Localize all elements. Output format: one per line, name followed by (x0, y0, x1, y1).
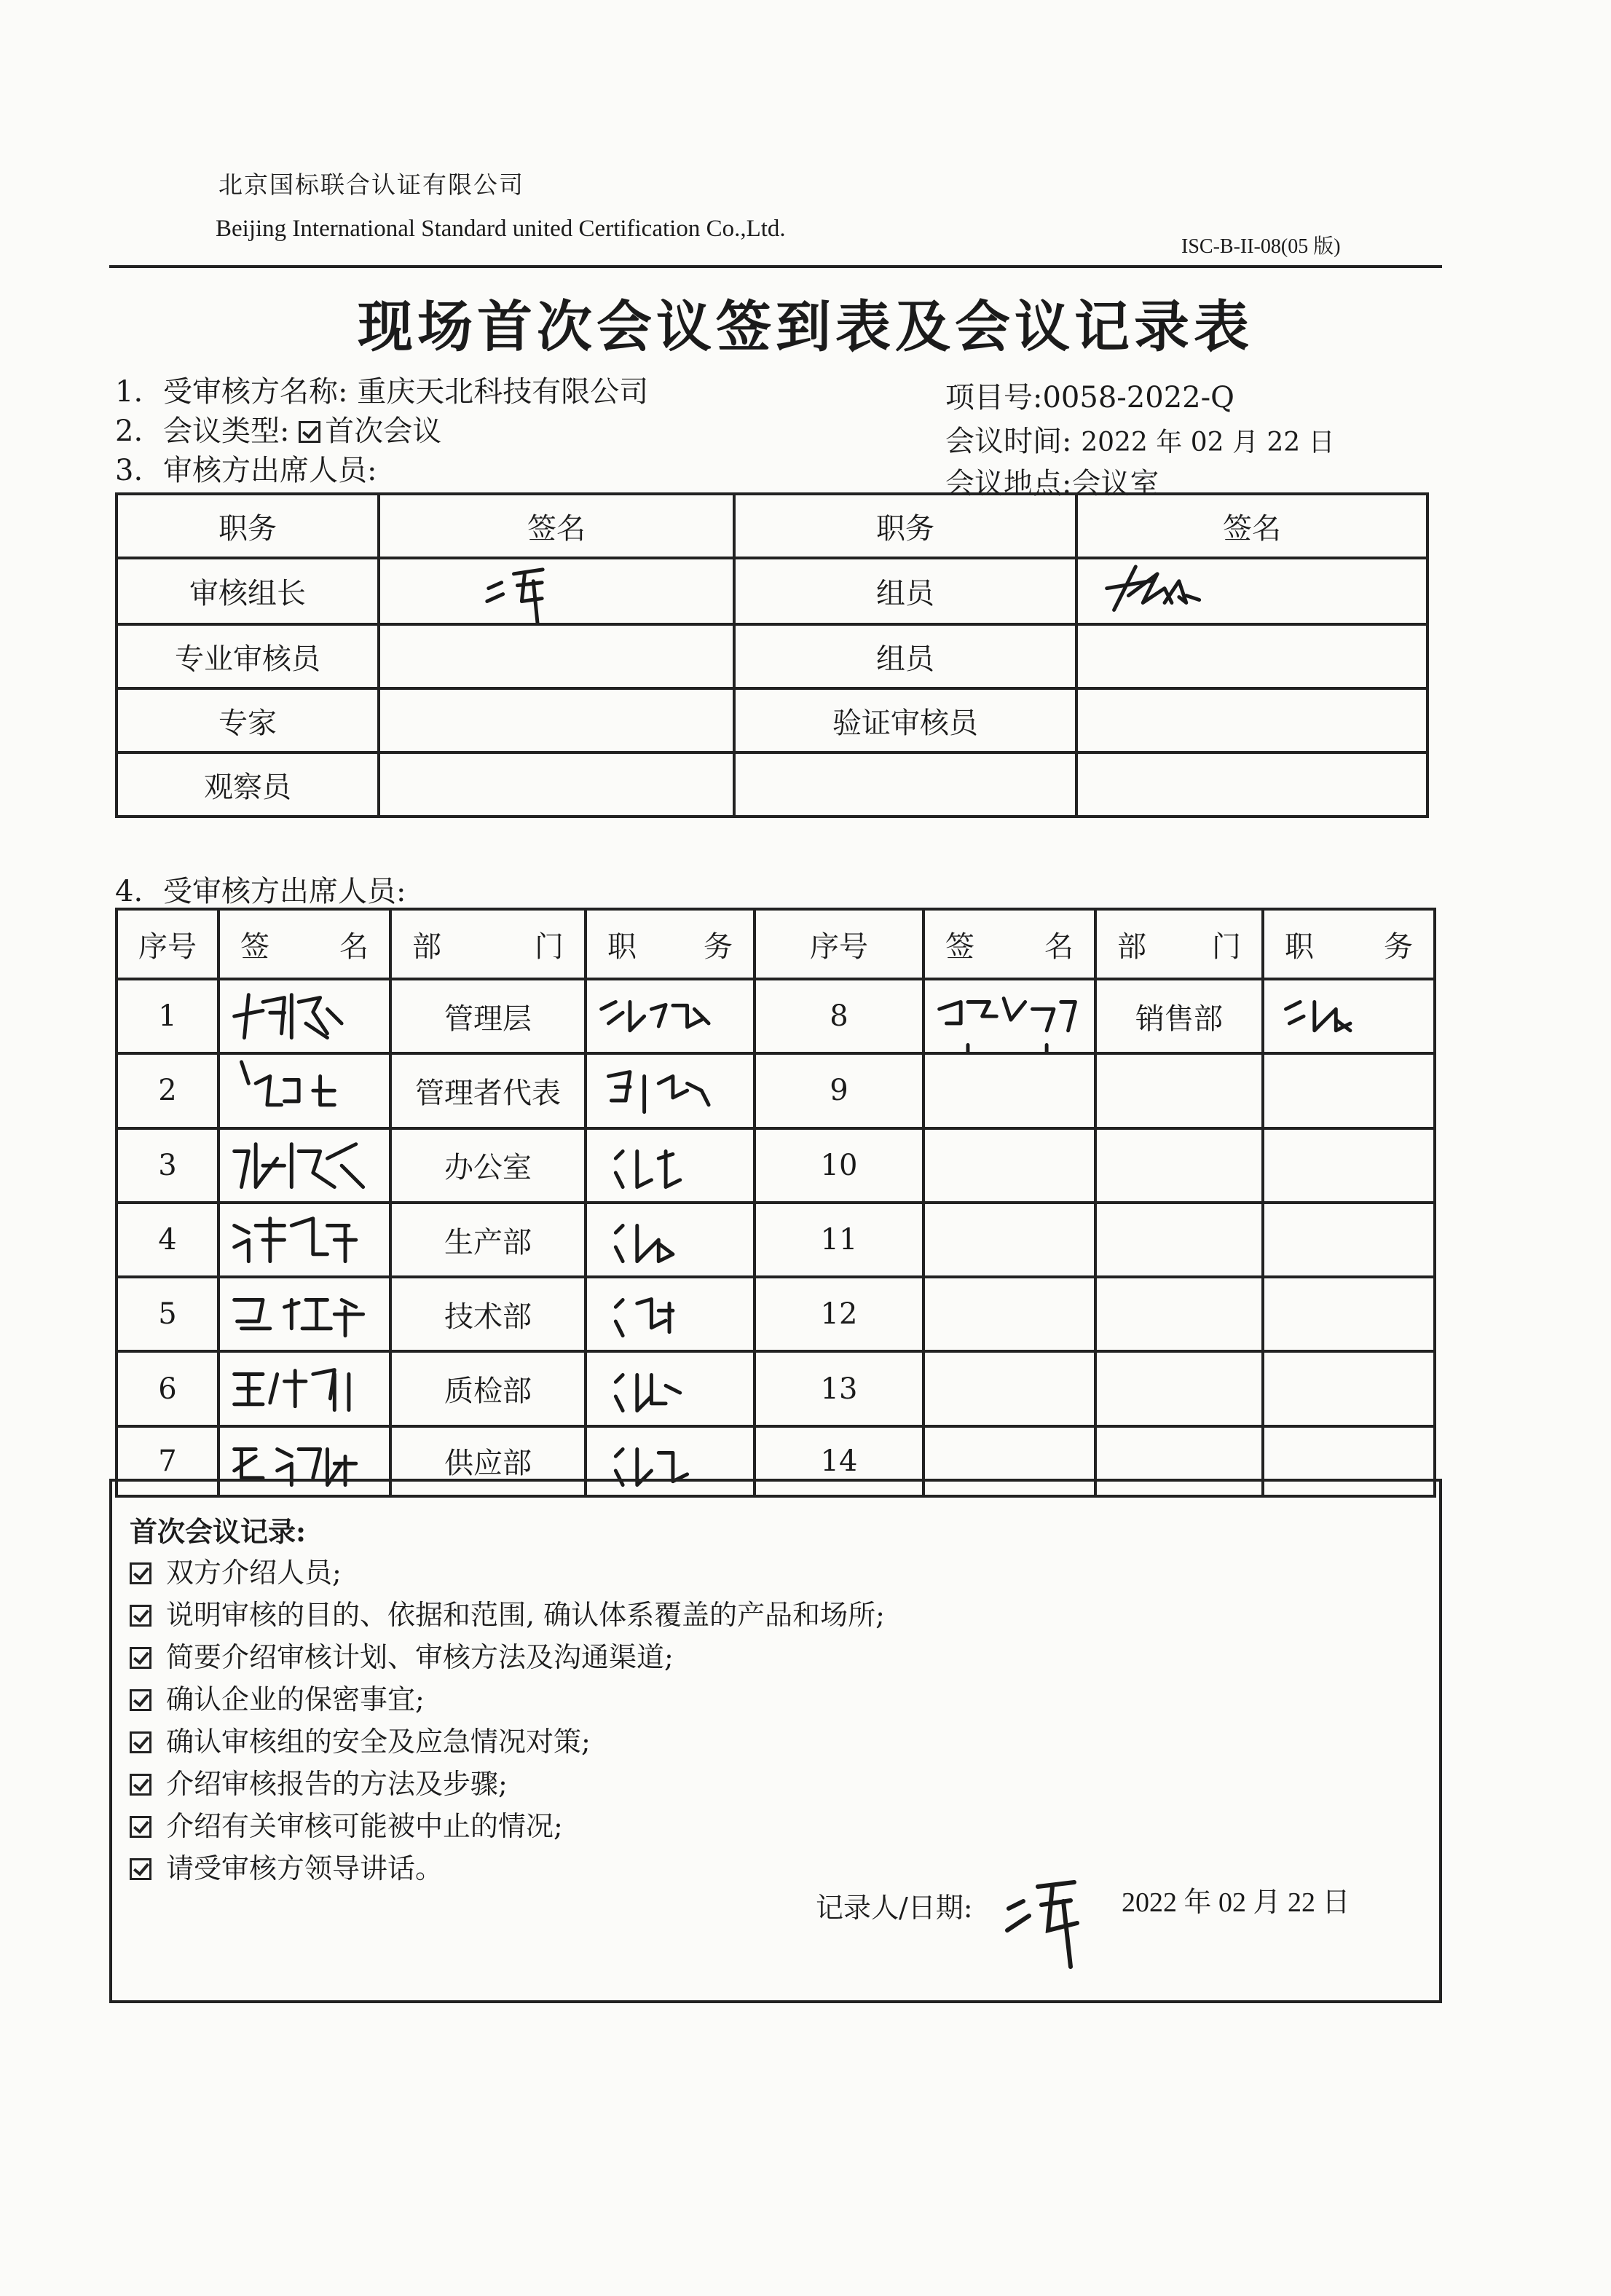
header-cell (1095, 909, 1263, 979)
signature-cell (1076, 624, 1427, 688)
header-char: 务 (1384, 929, 1413, 964)
position-cell (586, 1203, 755, 1277)
project-number-label: 项目号: (945, 381, 1043, 414)
role-cell: 观察员 (117, 752, 379, 817)
role-cell: 专家 (117, 688, 379, 752)
header-cell (218, 909, 390, 979)
signature-cell (379, 624, 734, 688)
table-row (117, 1277, 1435, 1351)
row-number: 10 (755, 1128, 923, 1203)
signature-cell (1076, 558, 1427, 624)
record-item (130, 1592, 885, 1632)
auditor-attendees-label: 审核方出席人员: (163, 454, 377, 487)
header-char: 部 (412, 929, 441, 964)
department-cell (1095, 1277, 1263, 1351)
row-number: 2 (117, 1053, 218, 1128)
checked-checkbox-icon (130, 1731, 151, 1753)
row-number: 5 (117, 1277, 218, 1351)
recorder-signature (994, 1865, 1103, 1974)
table-row (117, 752, 1427, 817)
row-number: 11 (755, 1203, 923, 1277)
department-cell (1095, 1351, 1263, 1426)
table-row (117, 1128, 1435, 1203)
table-row (117, 688, 1427, 752)
header-cell: 签名 (1076, 494, 1427, 558)
row-number: 6 (117, 1351, 218, 1426)
record-item (130, 1804, 563, 1844)
record-date: 2022 年 02 月 22 日 (1122, 1887, 1350, 1918)
department-cell: 技术部 (390, 1277, 586, 1351)
department-cell: 供应部 (390, 1426, 586, 1496)
position-cell (586, 1128, 755, 1203)
handwritten-signature (220, 1130, 389, 1201)
header-cell (390, 909, 586, 979)
role-cell: 组员 (734, 558, 1076, 624)
position-cell (1263, 1351, 1435, 1426)
header-char: 职 (607, 929, 637, 964)
handwritten-signature (1264, 980, 1433, 1052)
handwritten-signature (220, 980, 389, 1052)
handwritten-signature (220, 1204, 389, 1275)
row-number: 14 (755, 1426, 923, 1496)
department-cell: 管理者代表 (390, 1053, 586, 1128)
header-cell (586, 909, 755, 979)
record-item-text: 介绍有关审核可能被中止的情况; (166, 1810, 563, 1842)
signature-cell (379, 688, 734, 752)
header-cell (923, 909, 1095, 979)
meeting-location-label: 会议地点: (945, 467, 1072, 500)
position-cell (586, 1053, 755, 1128)
handwritten-signature (587, 980, 753, 1052)
header-cell: 序号 (755, 909, 923, 979)
row-number: 4 (117, 1203, 218, 1277)
recorder-label: 记录人/日期: (816, 1892, 973, 1924)
department-cell: 办公室 (390, 1128, 586, 1203)
auditee-name-label: 受审核方名称: (163, 375, 348, 409)
header-char: 务 (704, 929, 733, 964)
auditor-attendees-line (115, 447, 377, 489)
header-char: 签 (945, 929, 974, 964)
meeting-time-value: 2022 年 02 月 22 日 (1081, 428, 1335, 457)
role-cell: 审核组长 (117, 558, 379, 624)
meeting-type-line (115, 408, 441, 449)
form-code: ISC-B-II-08(05 版) (1181, 235, 1341, 258)
meeting-location-value: 会议室 (1071, 467, 1159, 500)
handwritten-signature (220, 1353, 389, 1424)
table-row (117, 1351, 1435, 1426)
checked-checkbox-icon (130, 1816, 151, 1838)
header-char: 门 (1212, 929, 1241, 964)
position-cell (586, 1351, 755, 1426)
position-cell (1263, 1203, 1435, 1277)
position-cell (1263, 1128, 1435, 1203)
position-cell (1263, 1277, 1435, 1351)
auditee-attendance-table (115, 908, 1436, 1498)
signature-cell (218, 1128, 390, 1203)
signature-cell (923, 1203, 1095, 1277)
department-cell (1095, 1053, 1263, 1128)
header-cell: 签名 (379, 494, 734, 558)
header-char: 门 (535, 929, 564, 964)
record-item (130, 1761, 508, 1801)
signature-cell (923, 1128, 1095, 1203)
row-number: 12 (755, 1277, 923, 1351)
header-char: 职 (1285, 929, 1314, 964)
signature-cell (379, 752, 734, 817)
table-row (117, 558, 1427, 624)
checked-checkbox-icon (130, 1858, 151, 1880)
signature-cell (1076, 752, 1427, 817)
meeting-time-line (945, 418, 1335, 460)
checked-checkbox-icon (130, 1774, 151, 1796)
record-item-text: 介绍审核报告的方法及步骤; (166, 1768, 508, 1800)
header-char: 名 (1044, 929, 1074, 964)
signature-cell (218, 1351, 390, 1426)
auditee-name-value: 重庆天北科技有限公司 (357, 375, 649, 409)
handwritten-signature (587, 1278, 753, 1350)
item-number: 2. (115, 414, 143, 448)
signature-cell (1076, 688, 1427, 752)
table-header-row (117, 494, 1427, 558)
company-name-en: Beijing International Standard united Certification Co.,Ltd. (216, 216, 786, 242)
item-number: 3. (115, 454, 143, 487)
signature-cell (379, 558, 734, 624)
header-char: 部 (1117, 929, 1146, 964)
position-cell (1263, 979, 1435, 1053)
checked-checkbox-icon (130, 1647, 151, 1669)
handwritten-signature (220, 1278, 389, 1350)
record-item (130, 1719, 591, 1759)
meeting-type-value: 首次会议 (325, 414, 442, 448)
row-number: 9 (755, 1053, 923, 1128)
department-cell: 管理层 (390, 979, 586, 1053)
record-item-text: 请受审核方领导讲话。 (166, 1852, 444, 1884)
handwritten-signature (587, 1353, 753, 1425)
signature-cell (923, 1277, 1095, 1351)
row-number: 1 (117, 979, 218, 1053)
signature-cell (923, 1351, 1095, 1426)
row-number: 3 (117, 1128, 218, 1203)
table-row (117, 1203, 1435, 1277)
record-item (130, 1677, 425, 1717)
table-row (117, 1053, 1435, 1128)
table-row (117, 624, 1427, 688)
project-number-value: 0058-2022-Q (1042, 381, 1234, 414)
auditee-attendees-label: 受审核方出席人员: (163, 875, 406, 908)
handwritten-signature (925, 980, 1094, 1052)
project-number-line (945, 374, 1234, 416)
checked-checkbox-icon (130, 1605, 151, 1627)
header-cell (1263, 909, 1435, 979)
item-number: 4. (115, 875, 143, 908)
department-cell: 质检部 (390, 1351, 586, 1426)
signature-cell (218, 1277, 390, 1351)
checked-checkbox-icon (130, 1562, 151, 1584)
auditee-name-line (115, 369, 648, 410)
role-cell: 专业审核员 (117, 624, 379, 688)
company-name-cn: 北京国标联合认证有限公司 (218, 170, 524, 199)
handwritten-signature (587, 1130, 753, 1201)
auditee-attendees-line (115, 868, 406, 910)
signature-cell (923, 1053, 1095, 1128)
signature-cell (218, 979, 390, 1053)
table-header-row (117, 909, 1435, 979)
item-number: 1. (115, 375, 143, 409)
position-cell (586, 979, 755, 1053)
record-item-text: 确认企业的保密事宜; (166, 1683, 425, 1715)
signature-cell (218, 1053, 390, 1128)
department-cell: 销售部 (1095, 979, 1263, 1053)
header-char: 签 (240, 929, 269, 964)
auditor-attendance-table (115, 492, 1429, 818)
header-cell: 序号 (117, 909, 218, 979)
position-cell (586, 1277, 755, 1351)
handwritten-signature (380, 559, 733, 623)
meeting-time-label: 会议时间: (945, 425, 1072, 458)
signature-cell (218, 1203, 390, 1277)
record-item-text: 简要介绍审核计划、审核方法及沟通渠道; (166, 1641, 674, 1673)
record-item-text: 说明审核的目的、依据和范围, 确认体系覆盖的产品和场所; (166, 1599, 885, 1631)
position-cell (1263, 1053, 1435, 1128)
record-item (130, 1550, 342, 1590)
handwritten-signature (587, 1204, 753, 1275)
department-cell (1095, 1128, 1263, 1203)
signature-cell (923, 979, 1095, 1053)
department-cell (1095, 1203, 1263, 1277)
handwritten-signature (587, 1055, 753, 1126)
handwritten-signature (1078, 559, 1426, 623)
record-item-text: 确认审核组的安全及应急情况对策; (166, 1726, 591, 1758)
row-number: 7 (117, 1426, 218, 1496)
header-divider (109, 265, 1442, 268)
role-cell: 验证审核员 (734, 688, 1076, 752)
row-number: 13 (755, 1351, 923, 1426)
checked-checkbox-icon (130, 1689, 151, 1711)
table-row (117, 979, 1435, 1053)
role-cell (734, 752, 1076, 817)
department-cell: 生产部 (390, 1203, 586, 1277)
document-title: 现场首次会议签到表及会议记录表 (358, 294, 1253, 359)
meeting-record-title: 首次会议记录: (130, 1515, 307, 1548)
header-cell: 职务 (734, 494, 1076, 558)
record-item-text: 双方介绍人员; (166, 1557, 342, 1589)
record-item (130, 1635, 674, 1675)
header-cell: 职务 (117, 494, 379, 558)
row-number: 8 (755, 979, 923, 1053)
role-cell: 组员 (734, 624, 1076, 688)
checked-checkbox-icon (299, 421, 320, 443)
record-item (130, 1846, 443, 1886)
header-char: 名 (339, 929, 369, 964)
handwritten-signature (220, 1055, 389, 1126)
meeting-type-label: 会议类型: (163, 414, 290, 448)
